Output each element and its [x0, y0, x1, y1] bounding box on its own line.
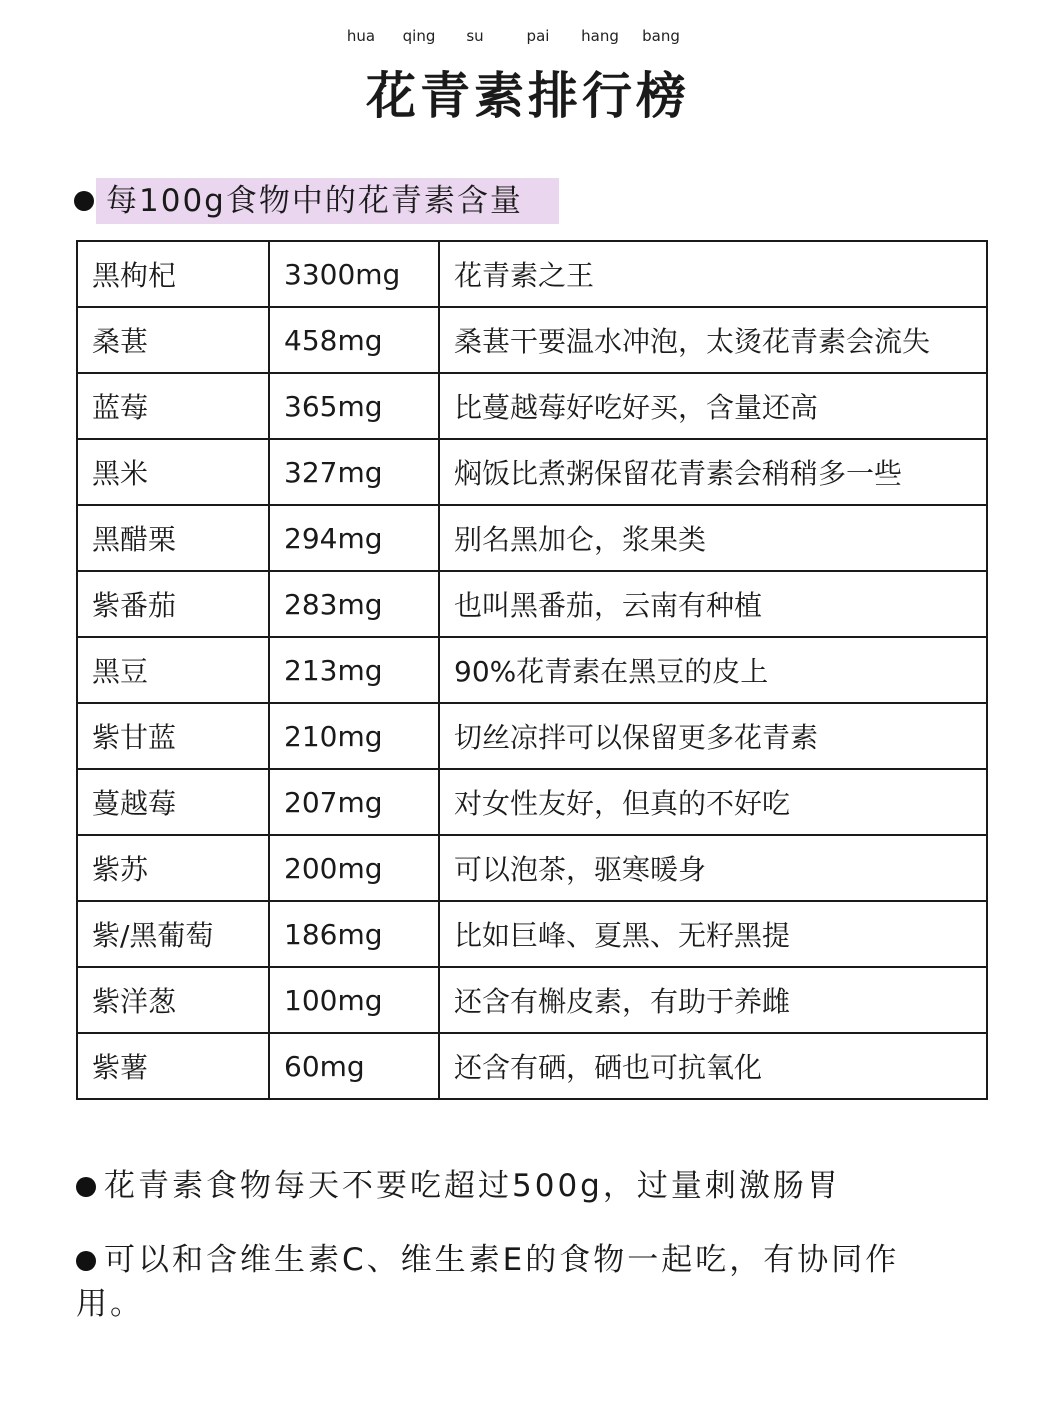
- table-row: [77, 703, 987, 769]
- amount-cell: 3300mg: [269, 241, 439, 307]
- table-row: [77, 901, 987, 967]
- note-cell: 对女性友好，但真的不好吃: [439, 769, 987, 835]
- food-name-cell: 紫/黑葡萄: [77, 901, 269, 967]
- bullet-icon: [76, 1177, 96, 1197]
- food-name-cell: 桑葚: [77, 307, 269, 373]
- table-row: [77, 439, 987, 505]
- pinyin-syllable: hang: [581, 27, 619, 45]
- amount-cell: 207mg: [269, 769, 439, 835]
- amount-cell: 365mg: [269, 373, 439, 439]
- title-pinyin: [0, 27, 1056, 49]
- food-name-cell: 紫苏: [77, 835, 269, 901]
- note-cell: 可以泡茶，驱寒暖身: [439, 835, 987, 901]
- note-cell: 还含有槲皮素，有助于养雌: [439, 967, 987, 1033]
- note-cell: 焖饭比煮粥保留花青素会稍稍多一些: [439, 439, 987, 505]
- note-cell: 花青素之王: [439, 241, 987, 307]
- amount-cell: 210mg: [269, 703, 439, 769]
- page-title: 花青素排行榜: [366, 67, 690, 125]
- bullet-icon: [76, 1251, 96, 1271]
- pinyin-syllable: qing: [402, 27, 436, 45]
- amount-cell: 458mg: [269, 307, 439, 373]
- food-name-cell: 紫洋葱: [77, 967, 269, 1033]
- table-row: [77, 373, 987, 439]
- pinyin-syllable: hua: [346, 27, 376, 45]
- note-cell: 90%花青素在黑豆的皮上: [439, 637, 987, 703]
- note-daily-limit: [76, 1164, 976, 1208]
- table-row: [77, 505, 987, 571]
- note-pairing: [76, 1238, 956, 1326]
- table-row: [77, 241, 987, 307]
- note-cell: 比如巨峰、夏黑、无籽黑提: [439, 901, 987, 967]
- amount-cell: 100mg: [269, 967, 439, 1033]
- note-cell: 也叫黑番茄，云南有种植: [439, 571, 987, 637]
- food-name-cell: 蔓越莓: [77, 769, 269, 835]
- amount-cell: 200mg: [269, 835, 439, 901]
- pinyin-syllable: su: [466, 27, 484, 45]
- food-name-cell: 黑米: [77, 439, 269, 505]
- section-heading: [74, 178, 559, 224]
- pinyin-syllable: bang: [642, 27, 680, 45]
- food-name-cell: 紫甘蓝: [77, 703, 269, 769]
- food-name-cell: 紫薯: [77, 1033, 269, 1099]
- note-cell: 比蔓越莓好吃好买，含量还高: [439, 373, 987, 439]
- food-name-cell: 蓝莓: [77, 373, 269, 439]
- amount-cell: 60mg: [269, 1033, 439, 1099]
- amount-cell: 283mg: [269, 571, 439, 637]
- food-name-cell: 黑醋栗: [77, 505, 269, 571]
- amount-cell: 213mg: [269, 637, 439, 703]
- note-cell: 切丝凉拌可以保留更多花青素: [439, 703, 987, 769]
- table-row: [77, 835, 987, 901]
- note-text: 可以和含维生素C、维生素E的食物一起吃，有协同作用。: [76, 1242, 900, 1322]
- table-row: [77, 769, 987, 835]
- note-cell: 别名黑加仑，浆果类: [439, 505, 987, 571]
- note-cell: 桑葚干要温水冲泡，太烫花青素会流失: [439, 307, 987, 373]
- food-name-cell: 黑豆: [77, 637, 269, 703]
- pinyin-syllable: pai: [526, 27, 550, 45]
- section-heading-text: 每100g食物中的花青素含量: [96, 178, 559, 224]
- table-row: [77, 1033, 987, 1099]
- food-name-cell: 紫番茄: [77, 571, 269, 637]
- anthocyanin-table: [76, 240, 988, 1100]
- table-row: [77, 967, 987, 1033]
- amount-cell: 186mg: [269, 901, 439, 967]
- table-row: [77, 637, 987, 703]
- note-text: 花青素食物每天不要吃超过500g，过量刺激肠胃: [104, 1168, 841, 1204]
- table-row: [77, 307, 987, 373]
- table-body: [77, 241, 987, 1099]
- note-cell: 还含有硒，硒也可抗氧化: [439, 1033, 987, 1099]
- bullet-icon: [74, 191, 94, 211]
- table-row: [77, 571, 987, 637]
- amount-cell: 327mg: [269, 439, 439, 505]
- food-name-cell: 黑枸杞: [77, 241, 269, 307]
- amount-cell: 294mg: [269, 505, 439, 571]
